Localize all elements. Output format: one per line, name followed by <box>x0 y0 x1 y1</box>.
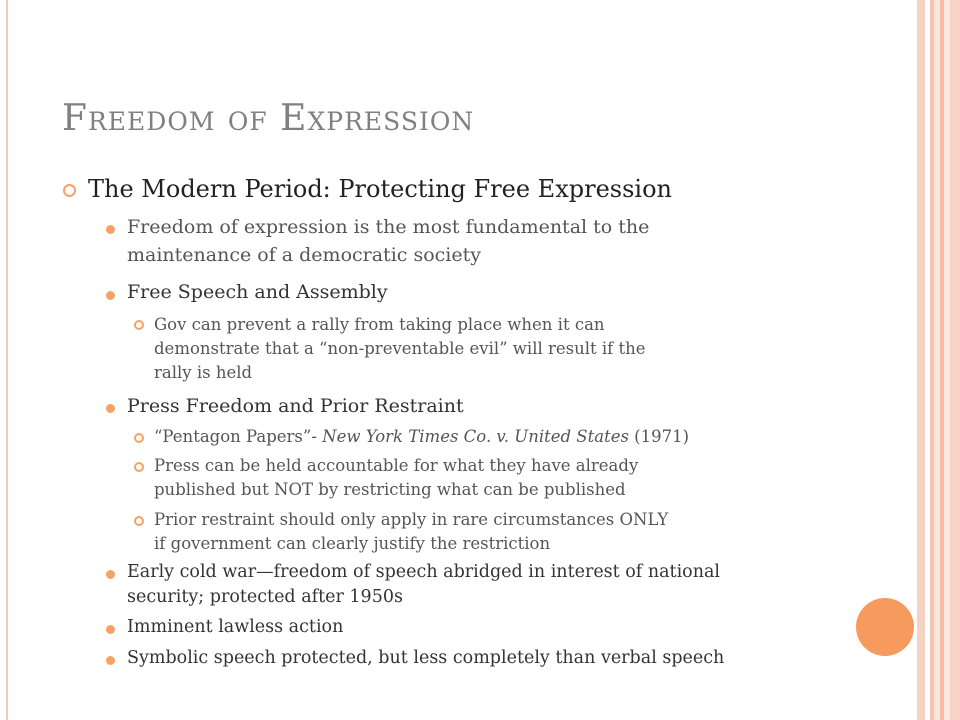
dot-bullet-icon <box>106 291 115 300</box>
point-rally-line3: rally is held <box>154 363 253 382</box>
point-rally-line1: Gov can prevent a rally from taking place when it can <box>154 315 605 334</box>
ring-bullet-icon <box>134 462 144 472</box>
point-coldwar-line2: security; protected after 1950s <box>127 587 403 607</box>
dot-bullet-icon <box>106 404 115 413</box>
ring-bullet-icon <box>134 433 144 443</box>
dot-bullet-icon <box>106 570 115 579</box>
dot-bullet-icon <box>106 625 115 634</box>
pentagon-year: (1971) <box>628 427 690 446</box>
point-accountable-line2: published but NOT by restricting what can be published <box>154 480 626 499</box>
point-rally-line2: demonstrate that a “non-preventable evil” will result if the <box>154 339 646 358</box>
point-imminent: Imminent lawless action <box>127 617 344 637</box>
ring-bullet-icon <box>134 516 144 526</box>
pentagon-case-name: New York Times Co. v. United States <box>322 427 629 446</box>
point-fundamental-line2: maintenance of a democratic society <box>127 244 481 266</box>
point-restraint-line2: if government can clearly justify the restriction <box>154 534 551 553</box>
pentagon-prefix: “Pentagon Papers”- <box>154 427 323 446</box>
right-stripe <box>950 0 960 720</box>
dot-bullet-icon <box>106 656 115 665</box>
point-coldwar-line1: Early cold war—freedom of speech abridged in interest of national <box>127 562 721 582</box>
point-press-freedom: Press Freedom and Prior Restraint <box>127 395 464 417</box>
point-symbolic: Symbolic speech protected, but less completely than verbal speech <box>127 648 725 668</box>
decorative-circle <box>856 598 914 656</box>
right-stripe <box>917 0 925 720</box>
ring-bullet-icon <box>134 320 144 330</box>
point-accountable-line1: Press can be held accountable for what they have already <box>154 456 639 475</box>
dot-bullet-icon <box>106 225 115 234</box>
main-heading: The Modern Period: Protecting Free Expression <box>88 175 672 203</box>
left-border <box>6 0 8 720</box>
point-fundamental-line1: Freedom of expression is the most fundamental to the <box>127 216 650 238</box>
ring-bullet-icon <box>63 184 76 197</box>
point-restraint-line1: Prior restraint should only apply in rare circumstances ONLY <box>154 510 669 529</box>
slide-title: Freedom of Expression <box>62 98 475 139</box>
point-speech-assembly: Free Speech and Assembly <box>127 281 388 303</box>
point-pentagon <box>154 426 689 448</box>
